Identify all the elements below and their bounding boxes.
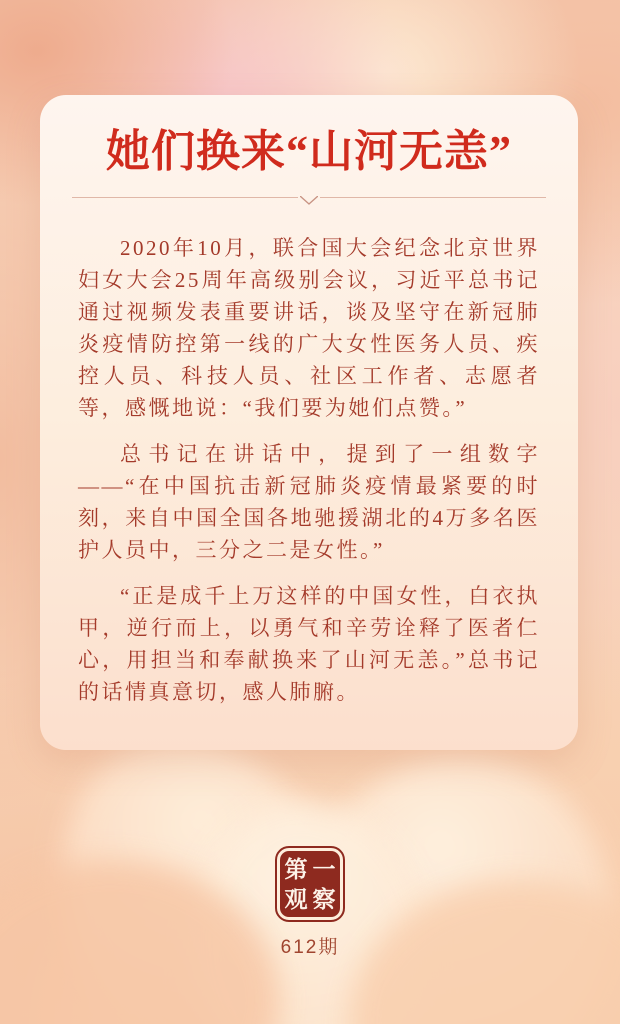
- paragraph: 总书记在讲话中，提到了一组数字——“在中国抗击新冠肺炎疫情最紧要的时刻，来自中国全国各地驰援湖北的4万多名医护人员中，三分之二是女性。”: [78, 442, 540, 563]
- article-body: [40, 232, 578, 708]
- seal-char: 第: [284, 856, 308, 882]
- title-divider: [72, 196, 546, 206]
- page-title: 她们换来“山河无恙”: [106, 127, 512, 176]
- footer-brand: [0, 846, 620, 959]
- seal-char: 察: [312, 886, 336, 912]
- issue-number: 612期: [280, 937, 340, 958]
- divider-line: [320, 197, 546, 198]
- paragraph: “正是成千上万这样的中国女性，白衣执甲，逆行而上，以勇气和辛劳诠释了医者仁心，用担当和奉献换来了山河无恙。”总书记的话情真意切，感人肺腑。: [78, 584, 540, 705]
- chevron-down-icon: [300, 196, 318, 205]
- paragraph: 2020年10月，联合国大会纪念北京世界妇女大会25周年高级别会议，习近平总书记通过视频发表重要讲话，谈及坚守在新冠肺炎疫情防控第一线的广大女性医务人员、疾控人员、科技人员、社区工作者、志愿者等，感慨地说：“我们要为她们点赞。”: [78, 236, 540, 421]
- article-card: [40, 95, 578, 750]
- diyi-guancha-seal-logo: [275, 846, 345, 922]
- seal-char: 一: [312, 856, 336, 882]
- divider-line: [72, 197, 298, 198]
- seal-char: 观: [284, 886, 308, 912]
- seal-characters: [280, 851, 340, 917]
